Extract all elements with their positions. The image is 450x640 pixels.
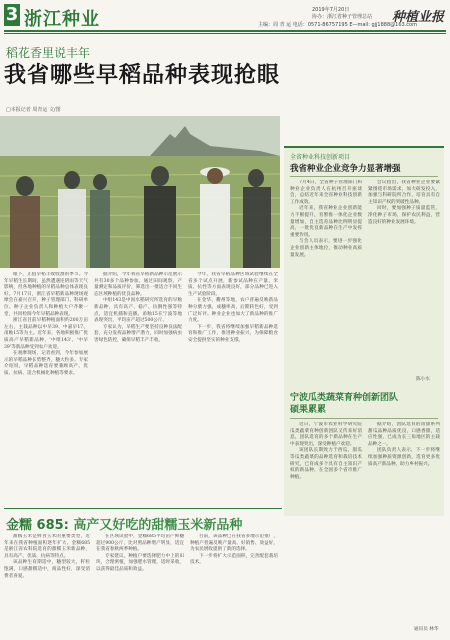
- issue-date: 2019年7月20日: [312, 7, 350, 13]
- bottom-column-1: [4, 534, 90, 636]
- page-number: 3: [5, 4, 19, 25]
- paragraph: 会议指出，我省种业企业要紧紧围绕市场需求，加大研发投入，加强与科研院所合作，培育具有自主知识产权的突破性品种。: [368, 180, 440, 205]
- sidebar-headline: 我省种业企业竞争力显著增强: [290, 164, 401, 174]
- section-title: 浙江种业: [24, 9, 100, 30]
- bottom-column-2: [96, 534, 184, 636]
- paragraph: 浙江省目前早稻种植面积约200万亩左右，主栽品种以中早39、中嘉早17、甬籼15等为主。近年来，各地积极推广优质高产早稻新品种，'中组143'、'中早39'等新品种受到农户欢迎。: [4, 318, 88, 350]
- paragraph: 同时，要加强种子质量监管，净化种子市场，保护农民利益，营造良好的种业发展环境。: [368, 206, 440, 225]
- bottom-article-headline: [6, 514, 242, 533]
- contact-info: 主编：周 青 运 电话：0571-86757195 E—mail: gjj1888@163.com: [258, 22, 417, 28]
- paragraph: 目前，该品种已在我省多地示范推广，种植户普遍反映产量高、好销售、效益好，为农民增收提供了新的选择。: [190, 534, 278, 553]
- paragraph: 该团队长期致力于西瓜、甜瓜等瓜类蔬菜的品种选育和栽培技术研究，已育成多个具有自主知识产权的新品种，在全国多个省市推广种植。: [290, 448, 362, 480]
- sidebar2-headline-line2: 硕果累累: [290, 405, 327, 415]
- headline-prefix: 金糯 685:: [6, 518, 69, 533]
- article-column-2: [94, 272, 182, 504]
- paragraph: 专家建议，种植户要选择肥力中上的田块，合理密植，加强肥水管理，适时采收，以获得最佳品质和效益。: [96, 553, 184, 572]
- article-kicker: 稻花香里说丰年: [6, 46, 91, 60]
- paragraph: 团队负责人表示，下一步将继续加强种质资源创新，选育更多优质高产新品种，助力乡村振兴。: [368, 448, 440, 467]
- paragraph: 下一步将扩大示范面积，完善配套栽培技术。: [190, 553, 278, 566]
- sidebar2-author: 通讯员 林华: [414, 627, 439, 632]
- paragraph: 在观摩现场，记者看到，今年参加展示的早稻品种长势整齐，穗大粒多。专家介绍说，早稻品种选育要兼顾高产、优质、抗病、适合机械化种植等要求。: [4, 351, 88, 376]
- article-headline: 我省哪些早稻品种表现抢眼: [4, 63, 281, 88]
- sidebar-rule: [290, 176, 438, 177]
- newspaper-brand: 种植业报: [391, 10, 444, 25]
- article-column-1: [4, 272, 88, 504]
- sidebar2-column-2: [368, 422, 440, 622]
- bottom-article-rule: [4, 508, 282, 509]
- paragraph: 据介绍，今年我省早稻新品种示范展示共有30多个品种参加，通过田间观察、产量测定和品质评价，筛选出一批适合不同生态区域种植的优良品种。: [94, 272, 182, 297]
- rice-field-photo: [0, 116, 280, 268]
- paragraph: 下一步，我省将继续加强早稻新品种选育和推广工作，推进种业振兴，为保障粮食安全提供坚实的种业支撑。: [188, 324, 278, 343]
- paragraph: 在金华、衢州等地，农户普遍反映新品种分蘖力强、成穗率高，后期转色好，受到广泛好评。种业企业也加大了新品种的推广力度。: [188, 298, 278, 324]
- sidebar-kicker: 全省种业科技创新项目: [290, 154, 351, 161]
- paragraph: 与会人员表示，要进一步强化企业创新主体地位，推动种业高质量发展。: [290, 239, 362, 258]
- sidebar2-column-1: [290, 422, 362, 622]
- paragraph: 中组143是中国水稻研究所选育的早籼新品种，具有高产、稳产、抗倒性强等特点，适宜机插和直播。甬籼15在宁波等地表现突出，平均亩产超过500公斤。: [94, 298, 182, 324]
- header-rule-thin: [4, 33, 446, 34]
- article-byline: □本报记者 周青运 文/图: [6, 107, 61, 113]
- sidebar-column-1: [290, 180, 362, 372]
- paragraph: 眼下，正值早稻丰收收割的季节。今年早稻生长期间，虽然遭遇连阴雨等天气影响，但各地种植的早稻品种总体表现良好。7月17日，浙江省早稻新品种现场观摩会在嘉兴召开，种子管理部门、科研单位、种子企业负责人和种植大户齐聚一堂，共同检阅今年早稻品种表现。: [4, 272, 88, 317]
- paragraph: 近年来，我省种业企业创新能力不断提升，育繁推一体化企业数量增加，自主选育品种比例明显提高，一批优良新品种在生产中发挥重要作用。: [290, 206, 362, 238]
- header-rule: [4, 30, 446, 32]
- paragraph: 近日，宁波市农业科学研究院瓜类蔬菜育种创新团队又传来好消息，团队选育的多个新品种在生产中表现突出，深受种植户欢迎。: [290, 422, 362, 447]
- article-column-3: [188, 272, 278, 504]
- paragraph: 专家认为，早稻生产要坚持良种良法配套，充分发挥品种增产潜力，同时加强病虫害绿色防控，确保早稻丰产丰收。: [94, 324, 182, 343]
- sidebar-column-2: [368, 180, 440, 372]
- sidebar2-rule: [290, 418, 438, 419]
- headline-rest: 高产又好吃的甜糯玉米新品种: [73, 518, 243, 533]
- sidebar-author: 陈小水: [416, 377, 430, 382]
- paragraph: 该品种生育期适中，穗型较大，籽粒饱满，口感甜糯适中，商品性好，深受消费者喜爱。: [4, 560, 90, 579]
- paragraph: 甜糯玉米是鲜食玉米的重要类型，近年来在我省种植面积逐年扩大。金糯685是浙江省农科院选育的甜糯玉米新品种，具有高产、优质、抗病等特点。: [4, 534, 90, 559]
- bottom-column-3: [190, 534, 278, 636]
- sidebar2-headline: [290, 392, 398, 416]
- paragraph: 今年，我省早稻品种区域试验继续在全省多个试点开展，新参试品种在产量、米质、抗性等方面表现良好，部分品种已进入生产试验阶段。: [188, 272, 278, 297]
- editor-info: 协办：浙江省种子管理总站: [312, 14, 373, 20]
- paragraph: 在区域试验中，金糯685平均亩产鲜穗超过900公斤，比对照品种增产明显，适宜在我省春秋两季种植。: [96, 534, 184, 553]
- sidebar2-headline-line1: 宁波瓜类蔬菜育种创新团队: [290, 393, 399, 403]
- paragraph: 据介绍，团队选育的甬甜系列甜瓜品种品质优良，口感香甜，适应性强，已成为长三角地区的主栽品种之一。: [368, 422, 440, 447]
- paragraph: 7月4日，全省种子管理部门和种业企业负责人在杭州召开座谈会，总结近年来全省种业科技创新工作成效。: [290, 180, 362, 205]
